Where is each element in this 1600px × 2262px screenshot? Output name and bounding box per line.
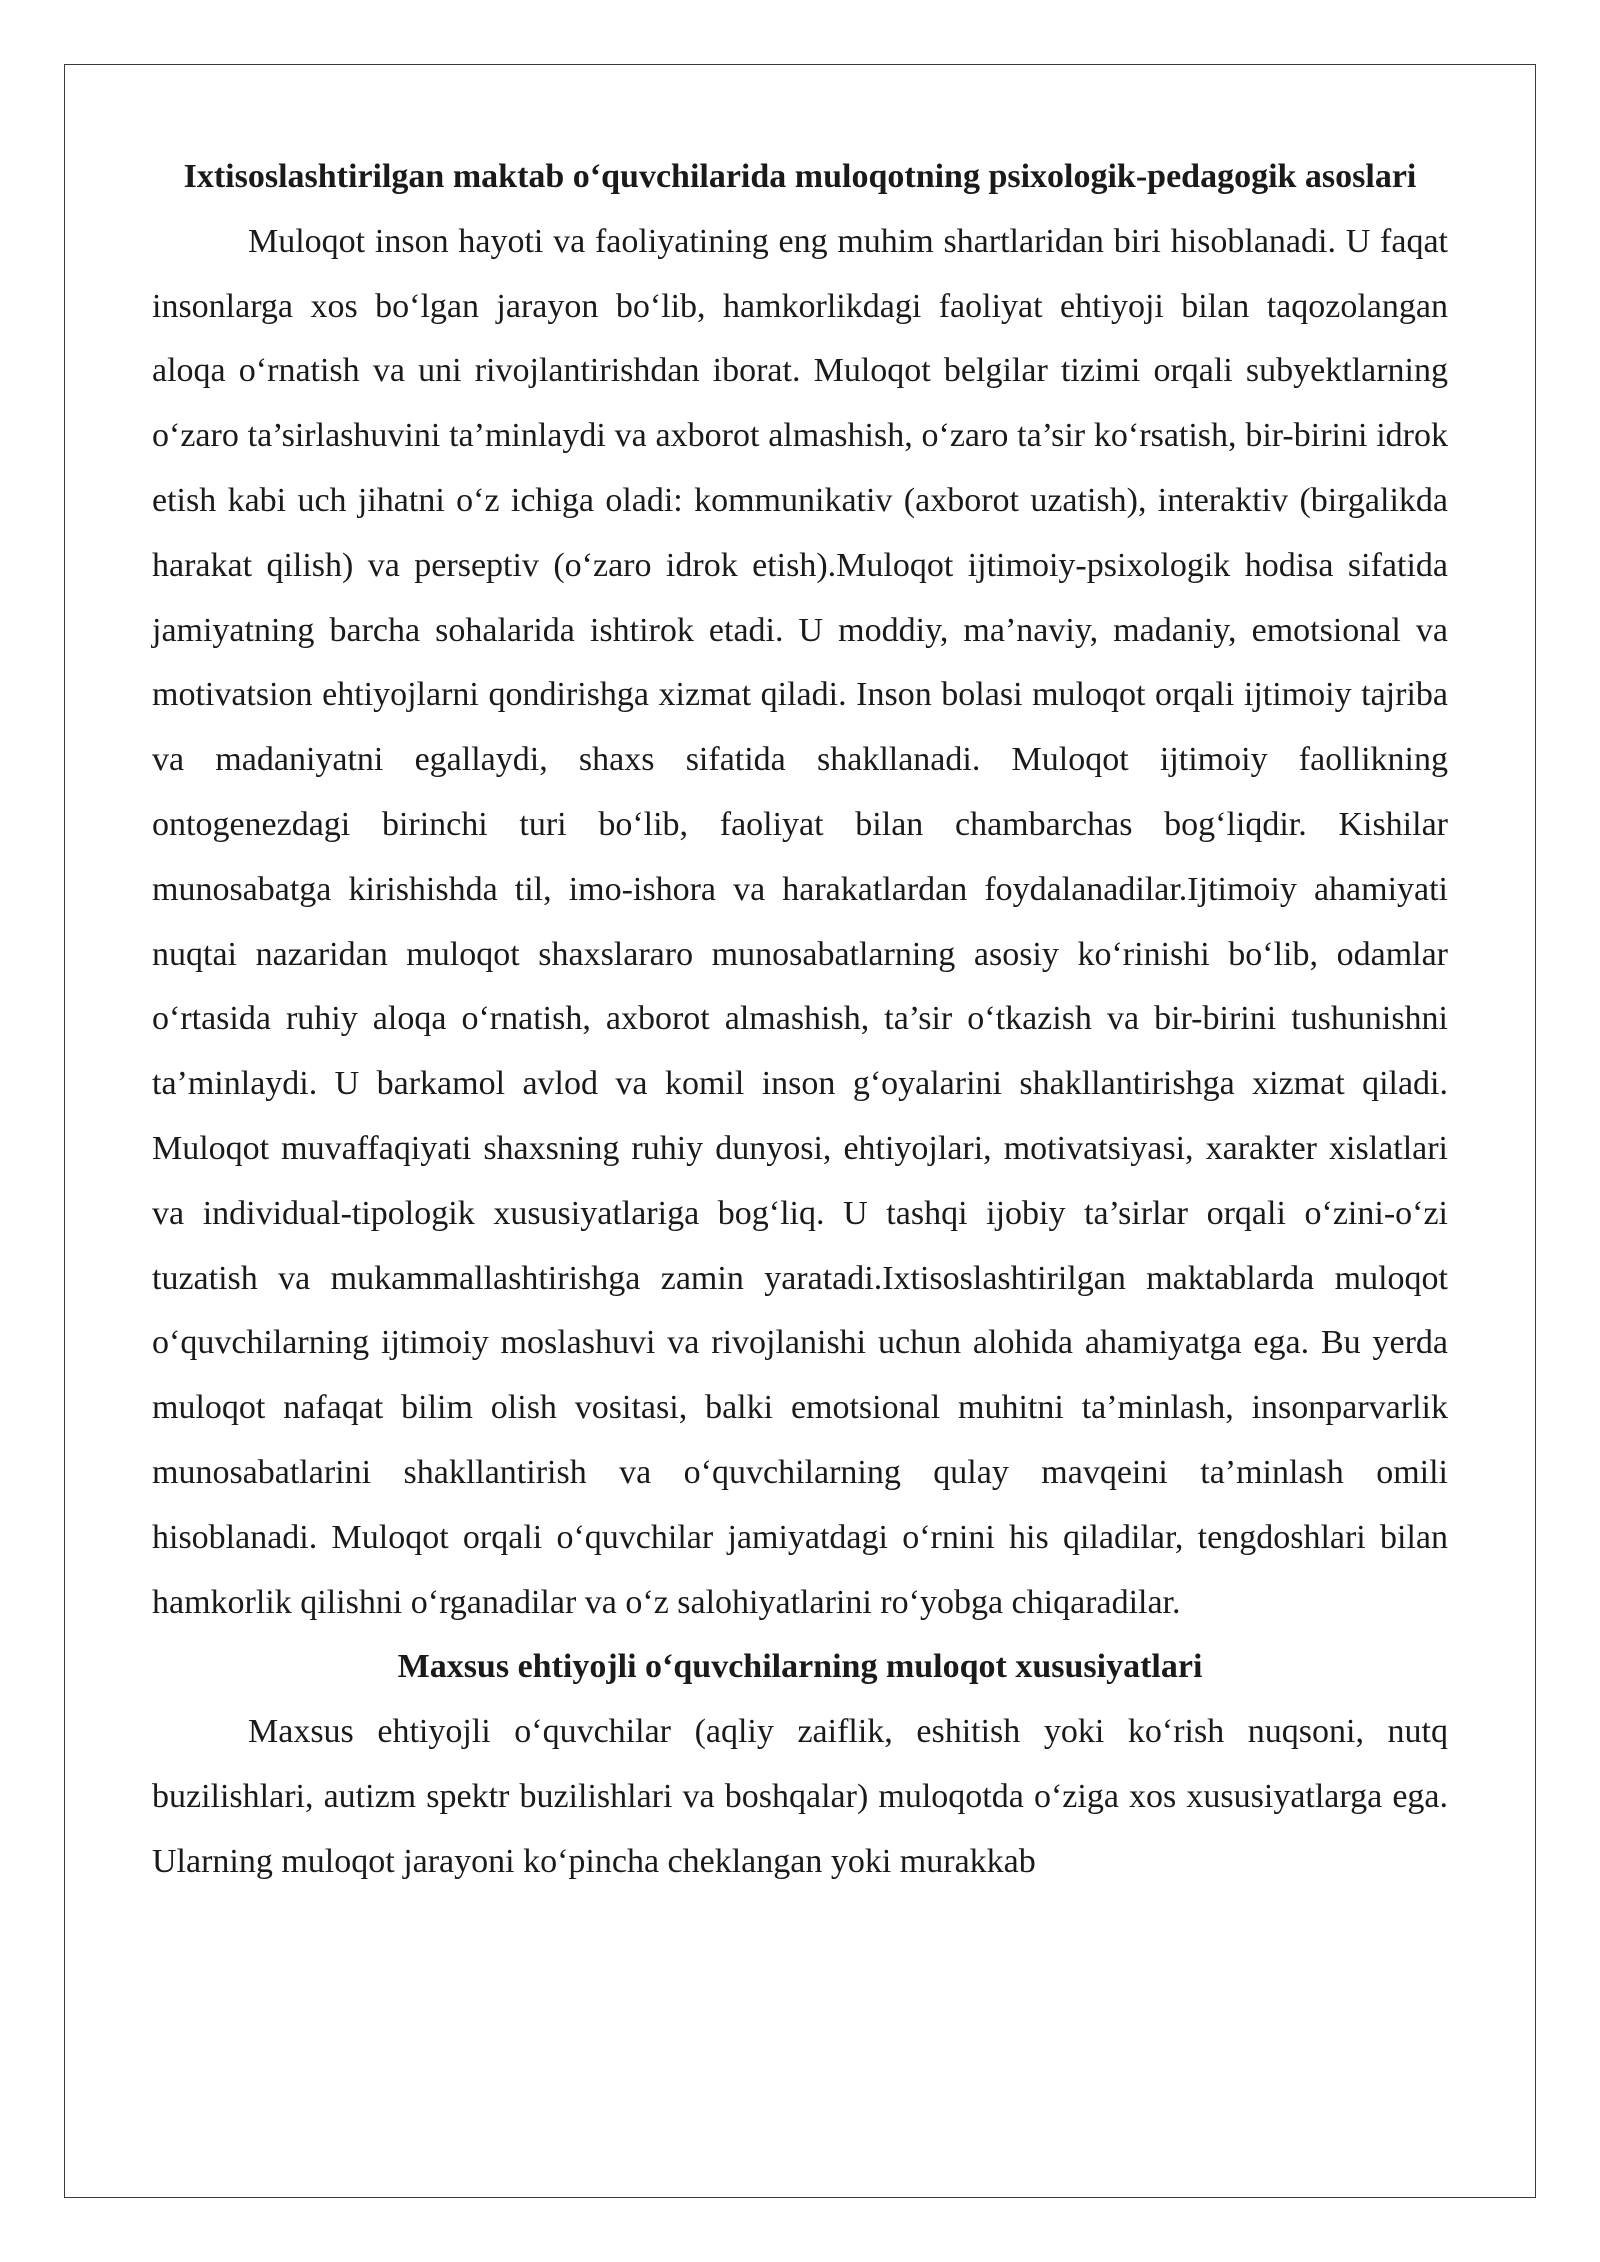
body-paragraph-1: Muloqot inson hayoti va faoliyatining eng muhim shartlaridan biri hisoblanadi. U faqat insonlarga xos bo‘lgan jarayon bo‘lib, hamkorlikdagi faoliyat ehtiyoji bilan taqozolangan aloqa o‘rnatish va uni rivojlantirishdan iborat. Muloqot belgilar tizimi orqali subyektlarning o‘zaro ta’sirlashuvini ta’minlaydi va axborot almashish, o‘zaro ta’sir ko‘rsatish, bir-birini idrok etish kabi uch jihatni o‘z ichiga oladi: kommunikativ (axborot uzatish), interaktiv (birgalikda harakat qilish) va perseptiv (o‘zaro idrok etish).Muloqot ijtimoiy-psixologik hodisa sifatida jamiyatning barcha sohalarida ishtirok etadi. U moddiy, ma’naviy, madaniy, emotsional va motivatsion ehtiyojlarni qondirishga xizmat qiladi. Inson bolasi muloqot orqali ijtimoiy tajriba va madaniyatni egallaydi, shaxs sifatida shakllanadi. Muloqot ijtimoiy faollikning ontogenezdagi birinchi turi bo‘lib, faoliyat bilan chambarchas bog‘liqdir. Kishilar munosabatga kirishishda til, imo-ishora va harakatlardan foydalanadilar.Ijtimoiy ahamiyati nuqtai nazaridan muloqot shaxslararo munosabatlarning asosiy ko‘rinishi bo‘lib, odamlar o‘rtasida ruhiy aloqa o‘rnatish, axborot almashish, ta’sir o‘tkazish va bir-birini tushunishni ta’minlaydi. U barkamol avlod va komil inson g‘oyalarini shakllantirishga xizmat qiladi. Muloqot muvaffaqiyati shaxsning ruhiy dunyosi, ehtiyojlari, motivatsiyasi, xarakter xislatlari va individual-tipologik xususiyatlariga bog‘liq. U tashqi ijobiy ta’sirlar orqali o‘zini-o‘zi tuzatish va mukammallashtirishga zamin yaratadi.Ixtisoslashtirilgan maktablarda muloqot o‘quvchilarning ijtimoiy moslashuvi va rivojlanishi uchun alohida ahamiyatga ega. Bu yerda muloqot nafaqat bilim olish vositasi, balki emotsional muhitni ta’minlash, insonparvarlik munosabatlarini shakllantirish va o‘quvchilarning qulay mavqeini ta’minlash omili hisoblanadi. Muloqot orqali o‘quvchilar jamiyatdagi o‘rnini his qiladilar, tengdoshlari bilan hamkorlik qilishni o‘rganadilar va o‘z salohiyatlarini ro‘yobga chiqaradilar.	[152, 222, 1448, 1621]
body-paragraph-2: Maxsus ehtiyojli o‘quvchilar (aqliy zaiflik, eshitish yoki ko‘rish nuqsoni, nutq buzilishlari, autizm spektr buzilishlari va boshqalar) muloqotda o‘ziga xos xususiyatlarga ega. Ularning muloqot jarayoni ko‘pincha cheklangan yoki murakkab	[152, 1713, 1448, 1880]
document-body	[152, 145, 1448, 1895]
document-title: Ixtisoslashtirilgan maktab o‘quvchilarida muloqotning psixologik-pedagogik asoslari	[183, 158, 1417, 195]
section-subtitle: Maxsus ehtiyojli o‘quvchilarning muloqot xususiyatlari	[397, 1648, 1203, 1686]
